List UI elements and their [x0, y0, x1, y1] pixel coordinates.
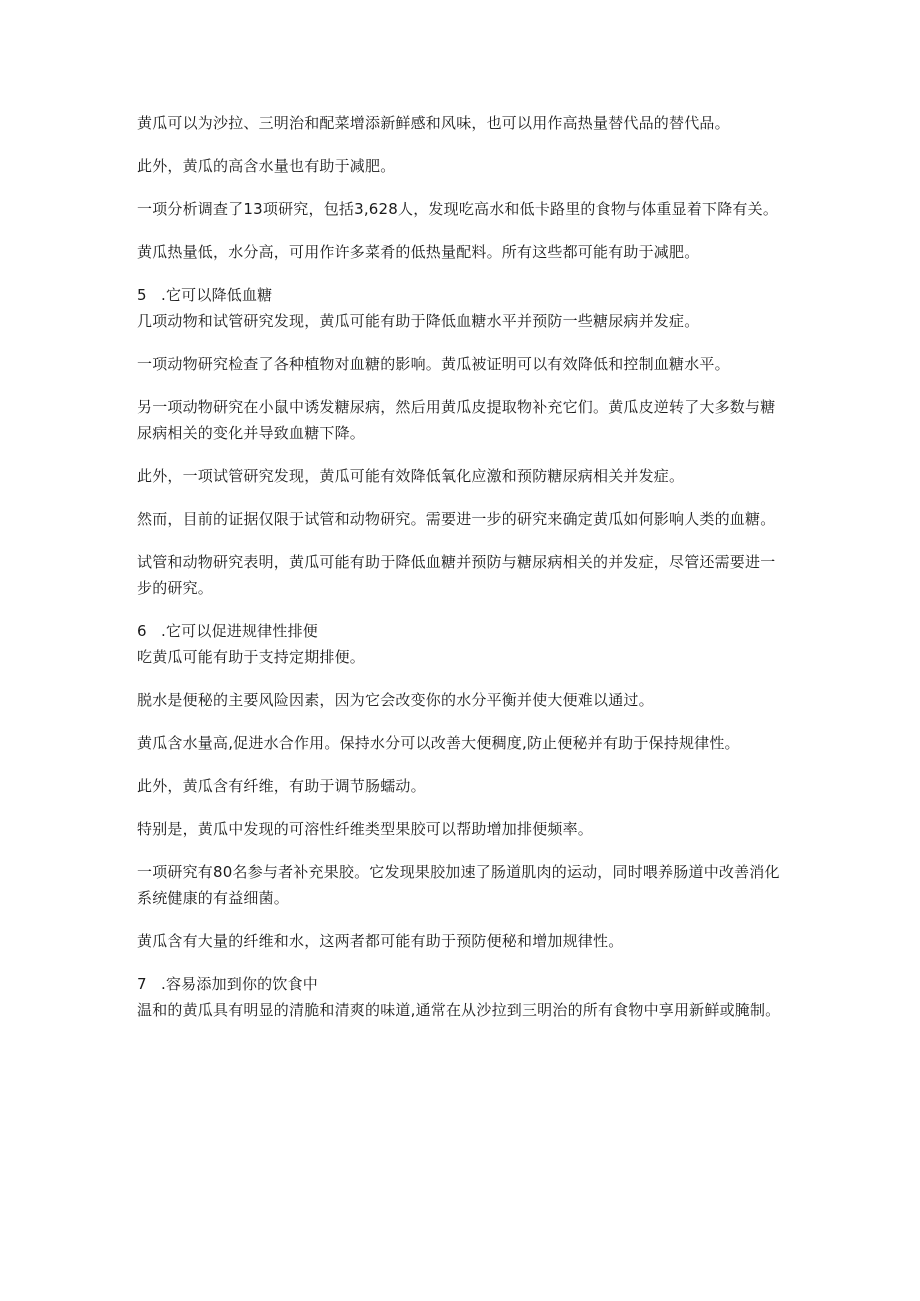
paragraph: 几项动物和试管研究发现，黄瓜可能有助于降低血糖水平并预防一些糖尿病并发症。 [137, 312, 700, 330]
section-number: 6 [137, 622, 147, 640]
section-number: 7 [137, 975, 147, 993]
paragraph: 黄瓜含有大量的纤维和水，这两者都可能有助于预防便秘和增加规律性。 [137, 932, 624, 950]
paragraph: 然而，目前的证据仅限于试管和动物研究。需要进一步的研究来确定黄瓜如何影响人类的血糖。 [137, 510, 776, 528]
paragraph: 一项分析调查了13项研究，包括3,628人，发现吃高水和低卡路里的食物与体重显着下降有关。 [137, 200, 779, 218]
section-heading-6 [137, 618, 787, 644]
section-title: .它可以降低血糖 [161, 286, 273, 304]
paragraph: 脱水是便秘的主要风险因素，因为它会改变你的水分平衡并使大便难以通过。 [137, 691, 654, 709]
paragraph: 试管和动物研究表明，黄瓜可能有助于降低血糖并预防与糖尿病相关的并发症，尽管还需要进一步的研究。 [137, 553, 776, 597]
paragraph: 一项动物研究检查了各种植物对血糖的影响。黄瓜被证明可以有效降低和控制血糖水平。 [137, 355, 730, 373]
paragraph: 此外，黄瓜含有纤维，有助于调节肠蠕动。 [137, 777, 426, 795]
paragraph: 特别是，黄瓜中发现的可溶性纤维类型果胶可以帮助增加排便频率。 [137, 820, 594, 838]
section-title: .容易添加到你的饮食中 [161, 975, 318, 993]
document-body [137, 110, 787, 1040]
paragraph: 此外，一项试管研究发现，黄瓜可能有效降低氧化应激和预防糖尿病相关并发症。 [137, 467, 685, 485]
section-heading-5 [137, 282, 787, 308]
section-heading-7 [137, 971, 787, 997]
section-number: 5 [137, 286, 147, 304]
section-title: .它可以促进规律性排便 [161, 622, 318, 640]
paragraph: 黄瓜可以为沙拉、三明治和配菜增添新鲜感和风味，也可以用作高热量替代品的替代品。 [137, 114, 730, 132]
paragraph: 温和的黄瓜具有明显的清脆和清爽的味道,通常在从沙拉到三明治的所有食物中享用新鲜或腌制。 [137, 1001, 781, 1019]
paragraph: 黄瓜含水量高,促进水合作用。保持水分可以改善大便稠度,防止便秘并有助于保持规律性。 [137, 734, 740, 752]
paragraph: 一项研究有80名参与者补充果胶。它发现果胶加速了肠道肌肉的运动，同时喂养肠道中改善消化系统健康的有益细菌。 [137, 863, 780, 907]
paragraph: 另一项动物研究在小鼠中诱发糖尿病，然后用黄瓜皮提取物补充它们。黄瓜皮逆转了大多数与糖尿病相关的变化并导致血糖下降。 [137, 398, 776, 442]
paragraph: 吃黄瓜可能有助于支持定期排便。 [137, 648, 366, 666]
paragraph: 此外，黄瓜的高含水量也有助于减肥。 [137, 157, 396, 175]
paragraph: 黄瓜热量低，水分高，可用作许多菜肴的低热量配料。所有这些都可能有助于减肥。 [137, 243, 700, 261]
